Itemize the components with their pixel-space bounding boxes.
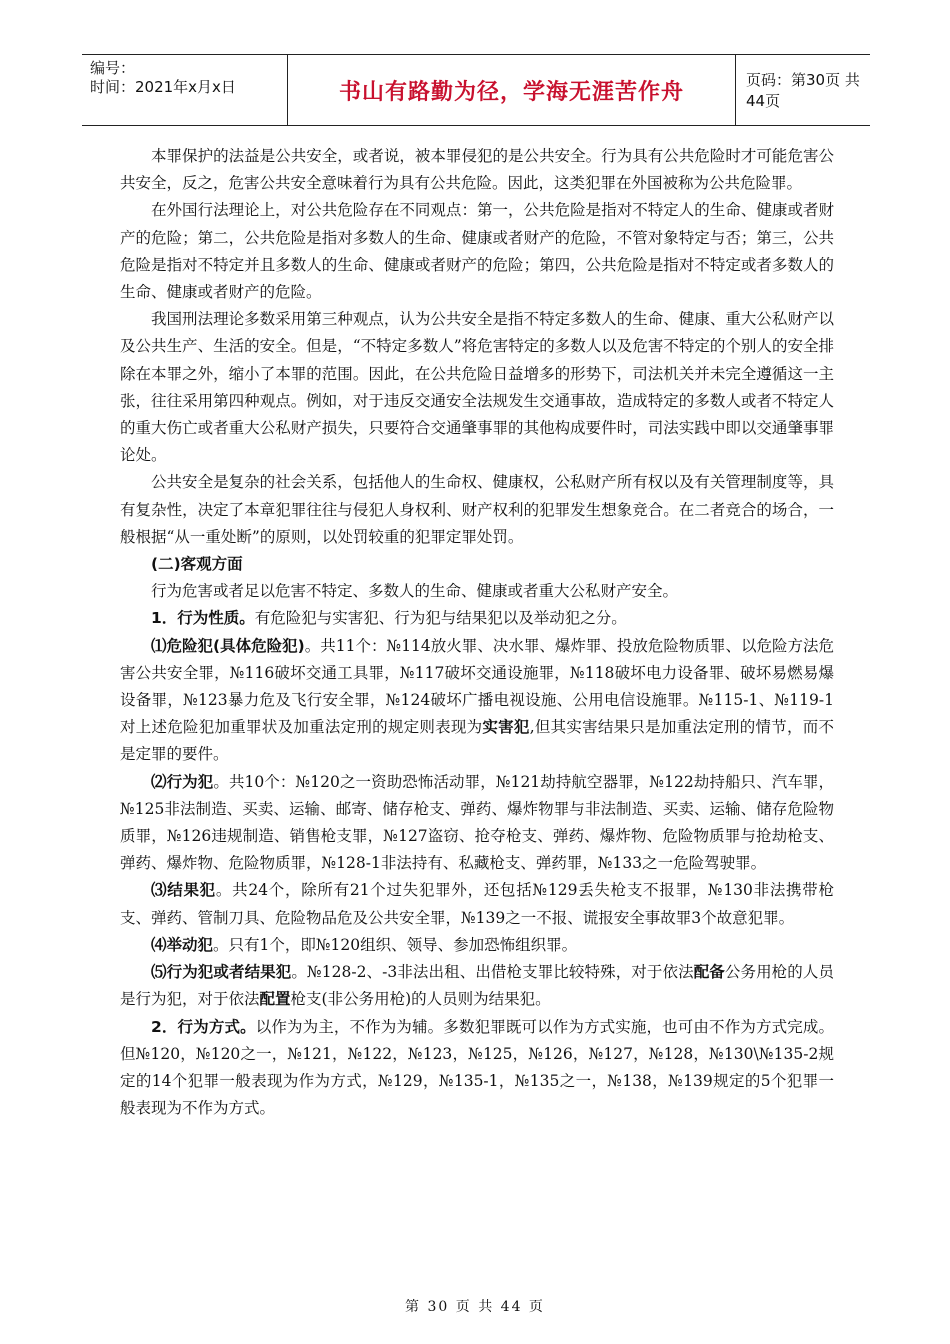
body-paragraph	[120, 877, 834, 931]
bold-text: ⑵行为犯	[151, 772, 214, 791]
body-paragraph	[120, 469, 834, 551]
body-paragraph	[120, 143, 834, 197]
body-paragraph	[120, 306, 834, 469]
text-segment: 有危险犯与实害犯、行为犯与结果犯以及举动犯之分。	[254, 609, 627, 628]
document-number-label: 编号：	[90, 59, 136, 77]
header-motto-cell	[287, 55, 736, 125]
document-time-label: 时间：2021年x月x日	[90, 78, 236, 96]
bold-text: (二)客观方面	[151, 555, 243, 574]
text-segment: 。共11个：№114放火罪、决水罪、爆炸罪、投放危险物质罪、以危险方法危害公共安全罪，№116破坏交通工具罪，№117破坏交通设施罪，№118破坏电力设备罪、破坏易燃易爆设备罪，№123暴力危及飞行安全罪，№124破坏广播电视设施、公用电信设施罪。№115-1、№119-1对上述危险犯加重罪状及加重法定刑的规定则表现为	[120, 636, 834, 737]
body-paragraph	[120, 769, 834, 878]
bold-text: 实害犯	[482, 718, 530, 737]
text-segment: 行为危害或者足以危害不特定、多数人的生命、健康或者重大公私财产安全。	[151, 582, 679, 601]
header-motto: 书山有路勤为径，学海无涯苦作舟	[338, 78, 684, 105]
body-paragraph	[120, 578, 834, 605]
document-body	[120, 143, 834, 1122]
body-paragraph	[120, 551, 834, 578]
text-segment: 公务用枪的人员是行为犯，对于依法	[120, 963, 834, 1009]
body-paragraph	[120, 959, 834, 1013]
text-segment: 。共10个：№120之一资助恐怖活动罪，№121劫持航空器罪，№122劫持船只、汽车罪，№125非法制造、买卖、运输、邮寄、储存枪支、弹药、爆炸物罪与非法制造、买卖、运输、储存危险物质罪，№126违规制造、销售枪支罪，№127盗窃、抢夺枪支、弹药、爆炸物、危险物质罪与抢劫枪支、弹药、爆炸物、危险物质罪，№128-1非法持有、私藏枪支、弹药罪，№133之一危险驾驶罪。	[120, 772, 834, 873]
body-paragraph	[120, 605, 834, 632]
bold-text: ⑴危险犯(具体危险犯)	[151, 636, 305, 655]
text-segment: 。№128-2、-3非法出租、出借枪支罪比较特殊，对于依法	[291, 963, 694, 982]
page-footer: 第 30 页 共 44 页	[405, 1299, 545, 1315]
header-meta	[82, 55, 287, 125]
bold-text: 配备	[693, 963, 725, 982]
body-paragraph	[120, 1014, 834, 1123]
header-page-info: 页码：第30页 共44页	[746, 71, 860, 110]
body-paragraph	[120, 932, 834, 959]
bold-text: 2．行为方式。	[151, 1017, 256, 1036]
text-segment: 枪支(非公务用枪)的人员则为结果犯。	[290, 990, 551, 1009]
text-segment: ,但其实害结果只是加重法定刑的情节，而不是定罪的要件。	[120, 718, 834, 764]
body-paragraph	[120, 633, 834, 769]
bold-text: ⑸行为犯或者结果犯	[151, 963, 292, 982]
text-segment: 在外国行法理论上，对公共危险存在不同观点：第一，公共危险是指对不特定人的生命、健康或者财产的危险；第二，公共危险是指对多数人的生命、健康或者财产的危险，不管对象特定与否；第三，公共危险是指对不特定并且多数人的生命、健康或者财产的危险；第四，公共危险是指对不特定或者多数人的生命、健康或者财产的危险。	[120, 201, 834, 302]
page-header	[82, 54, 870, 126]
text-segment: 公共安全是复杂的社会关系，包括他人的生命权、健康权，公私财产所有权以及有关管理制度等，具有复杂性，决定了本章犯罪往往与侵犯人身权利、财产权利的犯罪发生想象竞合。在二者竞合的场合，一般根据“从一重处断”的原则，以处罚较重的犯罪定罪处罚。	[120, 473, 834, 546]
text-segment: 。共24个，除所有21个过失犯罪外，还包括№129丢失枪支不报罪，№130非法携带枪支、弹药、管制刀具、危险物品危及公共安全罪，№139之一不报、谎报安全事故罪3个故意犯罪。	[120, 881, 834, 927]
bold-text: ⑷举动犯	[151, 935, 214, 954]
text-segment: 。只有1个，即№120组织、领导、参加恐怖组织罪。	[213, 935, 578, 954]
body-paragraph	[120, 197, 834, 306]
text-segment: 本罪保护的法益是公共安全，或者说，被本罪侵犯的是公共安全。行为具有公共危险时才可能危害公共安全，反之，危害公共安全意味着行为具有公共危险。因此，这类犯罪在外国被称为公共危险罪。	[120, 147, 834, 193]
text-segment: 以作为为主，不作为为辅。多数犯罪既可以作为方式实施，也可由不作为方式完成。但№120，№120之一，№121，№122，№123，№125，№126，№127，№128，№130\№135-2规定的14个犯罪一般表现为作为方式，№129，№135-1，№135之一，№138，№139规定的5个犯罪一般表现为不作为方式。	[120, 1017, 834, 1118]
bold-text: 配置	[259, 990, 291, 1009]
text-segment: 我国刑法理论多数采用第三种观点，认为公共安全是指不特定多数人的生命、健康、重大公私财产以及公共生产、生活的安全。但是，“不特定多数人”将危害特定的多数人以及危害不特定的个别人的安全排除在本罪之外，缩小了本罪的范围。因此，在公共危险日益增多的形势下，司法机关并未完全遵循这一主张，往往采用第四种观点。例如，对于违反交通安全法规发生交通事故，造成特定的多数人或者不特定人的重大伤亡或者重大公私财产损失，只要符合交通肇事罪的其他构成要件时，司法实践中即以交通肇事罪论处。	[120, 310, 834, 465]
bold-text: 1．行为性质。	[151, 609, 255, 628]
bold-text: ⑶结果犯	[151, 881, 216, 900]
